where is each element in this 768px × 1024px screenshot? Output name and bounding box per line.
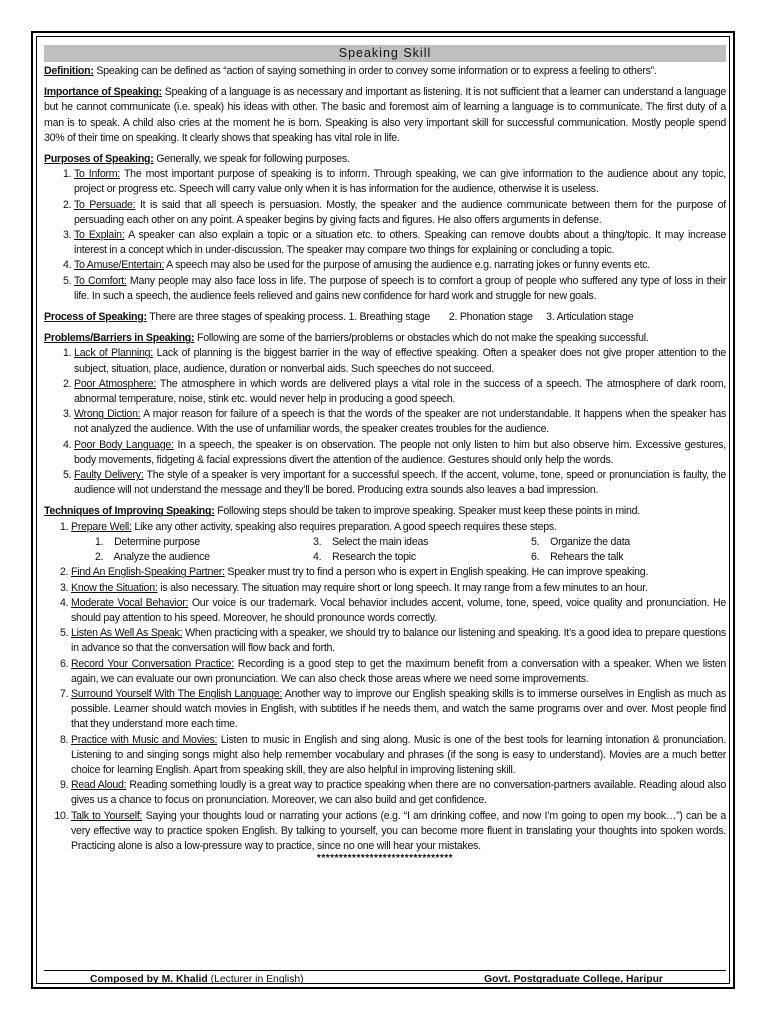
item-title: Poor Atmosphere: bbox=[74, 377, 157, 390]
item-title: Record Your Conversation Practice: bbox=[71, 657, 234, 670]
item-text: When practicing with a speaker, we should try to balance our listening and speaking. It’s a good idea to prepare questions in advance so that the conversation will flow back and forth. bbox=[71, 627, 726, 655]
item-title: To Amuse/Entertain: bbox=[74, 259, 165, 272]
page-title: Speaking Skill bbox=[44, 45, 726, 62]
list-item bbox=[71, 626, 726, 656]
item-title: Talk to Yourself: bbox=[71, 809, 143, 822]
techniques-heading: Techniques of Improving Speaking: bbox=[44, 505, 215, 518]
item-text: Speaker must try to find a person who is expert in English speaking. He can improve speaking. bbox=[224, 566, 649, 579]
item-title: Faulty Delivery: bbox=[74, 469, 144, 482]
item-text: Listen to music in English and sing along. Music is one of the best tools for learning intonation & pronunciation. Listening to and singing songs might also help remember vocabulary and phrases (if the song is easy to understand). Movies are a much better choice for learning English. Apart from speaking skill, they are also helpful in improving listening skill. bbox=[71, 733, 727, 776]
list-item bbox=[71, 733, 726, 779]
list-item bbox=[71, 565, 726, 580]
importance-section bbox=[44, 85, 726, 146]
list-item bbox=[74, 468, 726, 498]
item-text: Many people may also face loss in life. The purpose of speech is to comfort a group of people who suffered any type of loss in their life. In such a speech, the audience feels relieved and gains new confidence for hard work and struggle for new goals. bbox=[74, 274, 726, 302]
item-title: Know the Situation: bbox=[71, 581, 158, 594]
item-text: Another way to improve our English speaking skills is to immerse ourselves in English as much as possible. Learner should watch movies in English, with subtitles if he needs them, and watch the same programs over and over. Most people find that they understand more each time. bbox=[71, 687, 726, 731]
sub-step: 2. Analyze the audience bbox=[95, 551, 210, 564]
item-title: Find An English-Speaking Partner: bbox=[71, 566, 225, 579]
process-heading: Process of Speaking: bbox=[44, 311, 147, 324]
problems-section bbox=[44, 331, 726, 346]
item-text: Like any other activity, speaking also requires preparation. A good speech requires these steps. bbox=[131, 520, 557, 533]
item-title: Prepare Well: bbox=[71, 520, 132, 533]
footer-author-role: (Lecturer in English) bbox=[207, 974, 304, 985]
footer-author bbox=[90, 974, 304, 985]
item-text: Reading something loudly is a great way to practice speaking when there are no conversation-partners available. Reading aloud also gives us a chance to focus on pronunciation. Moreover, we can also build and get confidence. bbox=[71, 779, 726, 807]
list-item bbox=[71, 581, 726, 596]
item-title: Poor Body Language: bbox=[74, 438, 174, 451]
sub-step: 6. Rehears the talk bbox=[531, 551, 624, 564]
problems-heading: Problems/Barriers in Speaking: bbox=[44, 332, 195, 345]
purposes-list bbox=[44, 167, 726, 304]
item-title: Wrong Diction: bbox=[74, 408, 141, 421]
item-title: Moderate Vocal Behavior: bbox=[71, 596, 189, 609]
list-item bbox=[74, 377, 726, 407]
item-text: Saying your thoughts loud or narrating your actions (e.g. “I am drinking coffee, and now I’m going to open my book…”) can be a very effective way to practice spoken English. By talking to yourself, you can become more fluent in translating your thoughts into spoken words. Practicing alone is also a low-pressure way to practice, since no one will hear your mistakes. bbox=[71, 809, 726, 852]
item-text: The style of a speaker is very important for a successful speech. If the accent, volume, tone, speed or pronunciation is faulty, the audience will not understand the message and they’ll be bored. Producing extra sounds also leaves a bad impression. bbox=[74, 469, 727, 497]
sub-step: 4. Research the topic bbox=[313, 551, 416, 564]
list-item bbox=[74, 274, 726, 304]
item-text: In a speech, the speaker is on observation. The people not only listen to him but also observe him. Excessive gestures, body movements, fidgeting & facial expressions divert the attention of the audience. Gestures should only help the words. bbox=[74, 438, 726, 466]
footer-institution: Govt. Postgraduate College, Haripur bbox=[484, 974, 663, 985]
footer-author-name: Composed by M. Khalid bbox=[90, 974, 208, 985]
item-text: The most important purpose of speaking is to inform. Through speaking, we can give information to the audience about any topic, project or progress etc. Speech will carry value only when it is has information for the audience, otherwise it is useless. bbox=[74, 168, 726, 196]
sub-step: 1. Determine purpose bbox=[95, 535, 200, 548]
list-item bbox=[74, 407, 726, 437]
item-text: A speech may also be used for the purpose of amusing the audience e.g. narrating jokes or funny events etc. bbox=[164, 259, 650, 272]
preparation-steps bbox=[95, 535, 726, 565]
sub-step: 3. Select the main ideas bbox=[313, 535, 429, 548]
item-title: To Inform: bbox=[74, 168, 121, 181]
end-separator: ******************************* bbox=[316, 853, 454, 865]
item-text: Recording is a good step to get the maximum benefit from a conversation with a speaker. When we listen again, we can evaluate our own pronunciation. We can also check those areas where we need some improvements. bbox=[71, 657, 727, 685]
problems-intro: Following are some of the barriers/problems or obstacles which do not make the speaking successful. bbox=[194, 332, 649, 345]
item-title: Lack of Planning: bbox=[74, 347, 153, 360]
item-title: Read Aloud: bbox=[71, 779, 127, 792]
list-item bbox=[74, 228, 726, 258]
importance-text: Speaking of a language is as necessary and important as listening. It is not sufficient that a learner can understand a language but he cannot communicate (i.e. speak) his ideas with other. The basic and foremost aim of learning a language is to communicate. The first duty of a man is to speak. A child also cries at the moment he is born. Speaking is also very important skill for successful communication. Mostly people spend 30% of their time on speaking. It clearly shows that speaking has vital role in life. bbox=[44, 86, 726, 144]
list-item bbox=[74, 346, 726, 376]
list-item bbox=[71, 657, 726, 687]
footer-divider bbox=[44, 970, 726, 971]
list-item bbox=[74, 258, 726, 273]
item-title: To Persuade: bbox=[74, 198, 136, 211]
list-item bbox=[74, 438, 726, 468]
definition-heading: Definition: bbox=[44, 65, 94, 77]
purposes-heading: Purposes of Speaking: bbox=[44, 153, 154, 166]
item-text: A major reason for failure of a speech is that the words of the speaker are not understandable. It happens when the speaker has not analyzed the audience. With the use of unfamiliar words, the speaker creates troubles for the audience. bbox=[74, 408, 727, 436]
sub-step: 5. Organize the data bbox=[531, 535, 631, 548]
list-item bbox=[74, 198, 726, 228]
item-text: A speaker can also explain a topic or a situation etc. to others. Speaking can remove doubts about a thing/topic. It may increase interest in a concept which in under-discussion. The speaker may compare two things for explaining or concluding a topic. bbox=[74, 229, 727, 257]
list-item bbox=[71, 778, 726, 808]
item-title: To Comfort: bbox=[74, 274, 127, 287]
purposes-section bbox=[44, 152, 726, 167]
item-text: Our voice is our trademark. Vocal behavior includes accent, volume, tone, speed, voice quality and pronunciation. He should pay attention to his speed. Moreover, he should pronounce words correctly. bbox=[71, 596, 726, 624]
techniques-intro: Following steps should be taken to improve speaking. Speaker must keep these points in mind. bbox=[214, 505, 640, 518]
techniques-list bbox=[44, 520, 726, 854]
techniques-section bbox=[44, 504, 726, 519]
list-item bbox=[71, 520, 726, 566]
purposes-intro: Generally, we speak for following purposes. bbox=[153, 153, 350, 166]
item-title: Practice with Music and Movies: bbox=[71, 733, 218, 746]
item-title: Listen As Well As Speak: bbox=[71, 627, 183, 640]
document-body bbox=[44, 45, 726, 864]
definition-section bbox=[44, 64, 726, 79]
list-item bbox=[71, 687, 726, 733]
item-title: To Explain: bbox=[74, 229, 125, 242]
list-item bbox=[74, 167, 726, 197]
process-section bbox=[44, 310, 726, 325]
item-text: The atmosphere in which words are delivered plays a vital role in the success of a speech. The atmosphere of dark room, abnormal temperature, noise, stink etc. would never help in producing a good speech. bbox=[74, 377, 726, 406]
item-text: is also necessary. The situation may require short or long speech. It may range from a few minutes to an hour. bbox=[157, 581, 648, 594]
definition-text: Speaking can be defined as “action of saying something in order to convey some information or to express a feeling to others”. bbox=[93, 65, 657, 77]
problems-list bbox=[44, 346, 726, 498]
item-text: Lack of planning is the biggest barrier in the way of effective speaking. Often a speaker does not give proper attention to the subject, situation, place, audience, duration or nonverbal aids. Such speeches do not succeed. bbox=[74, 347, 726, 375]
importance-heading: Importance of Speaking: bbox=[44, 86, 162, 99]
item-text: It is said that all speech is persuasion. Mostly, the speaker and the audience communicate between them for the purpose of persuading each other on any point. A speaker begins by giving facts and figures. He also offers arguments in defense. bbox=[74, 198, 726, 226]
list-item bbox=[71, 596, 726, 626]
item-title: Surround Yourself With The English Language: bbox=[71, 687, 283, 700]
list-item bbox=[71, 809, 726, 855]
process-text: There are three stages of speaking process. 1. Breathing stage 2. Phonation stage 3. Articulation stage bbox=[146, 311, 634, 324]
